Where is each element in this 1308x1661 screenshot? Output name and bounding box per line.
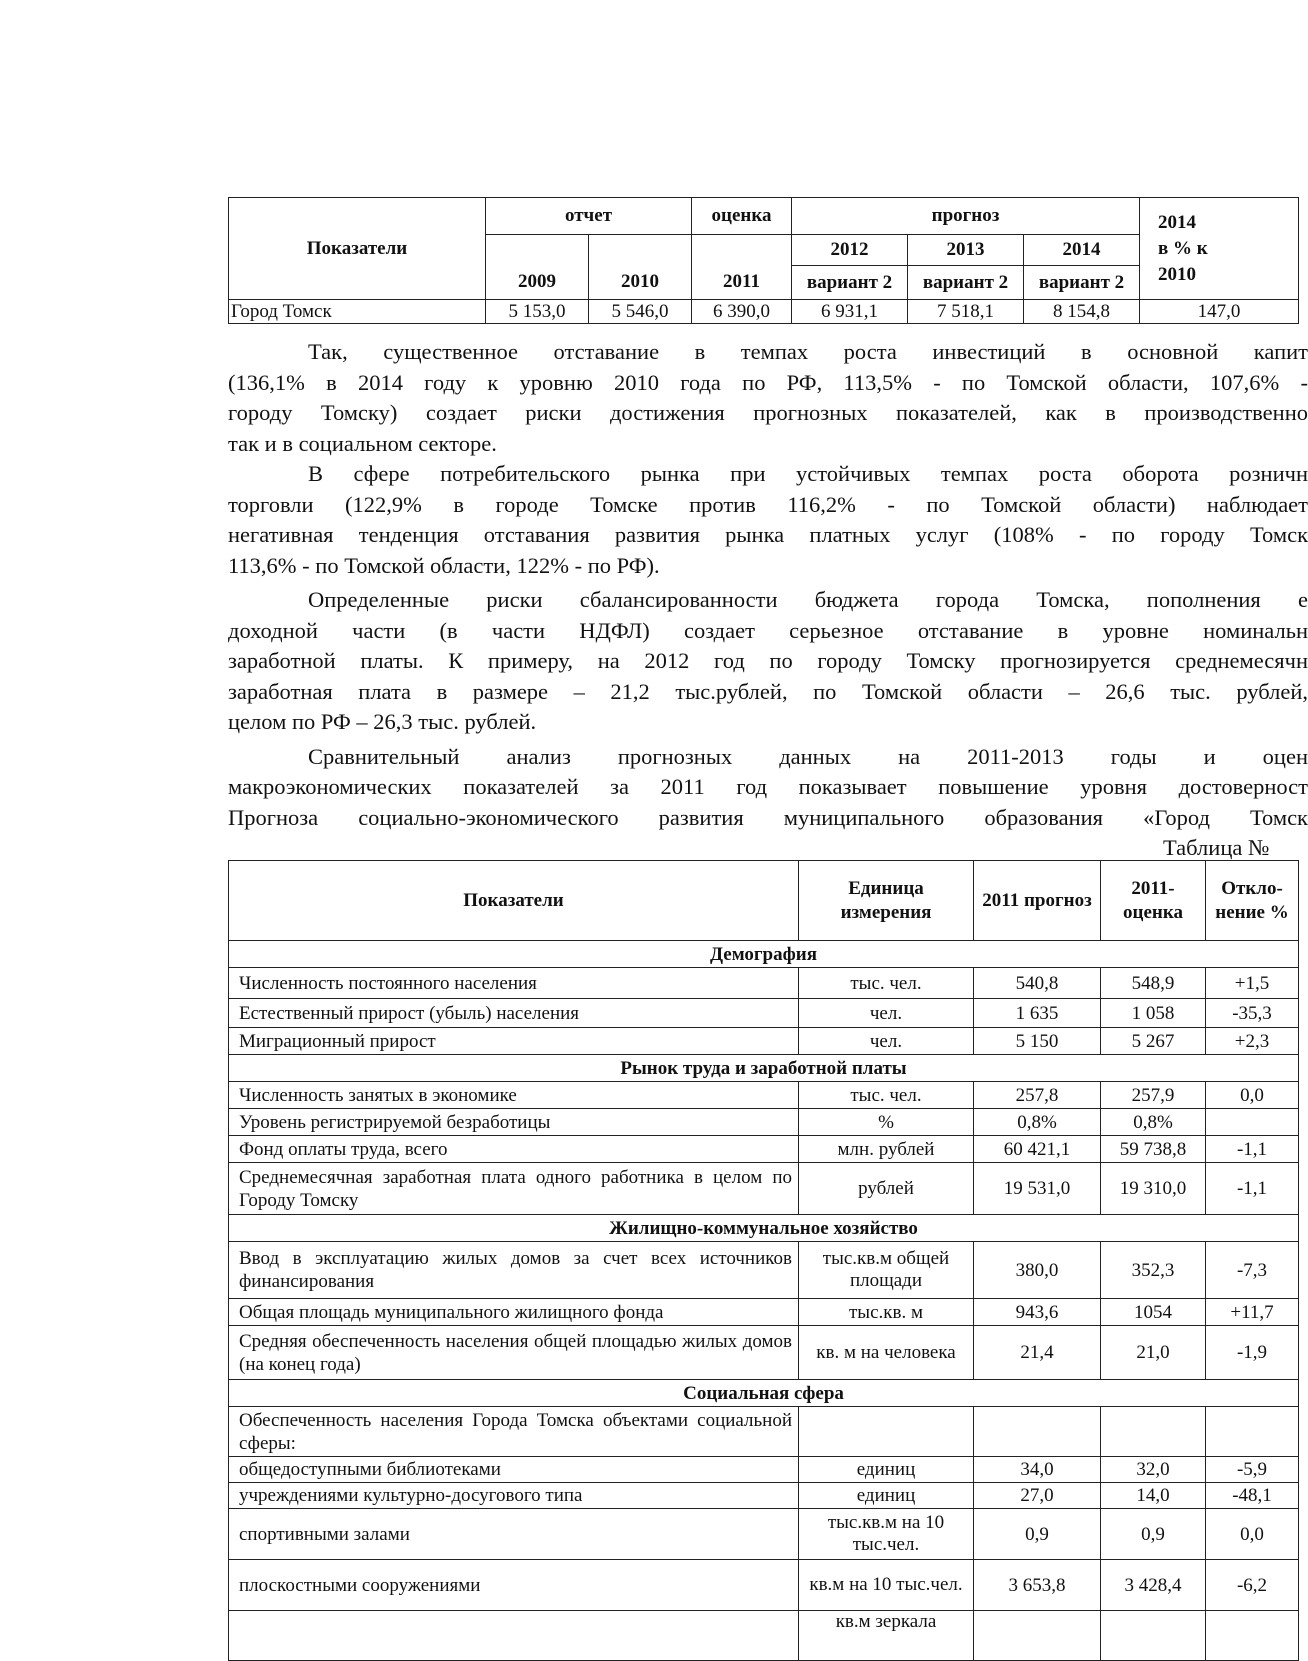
row-name: Город Томск <box>229 300 486 324</box>
row-forecast: 540,8 <box>974 968 1101 999</box>
row-unit: чел. <box>799 1028 974 1055</box>
cell-value: 147,0 <box>1140 300 1299 324</box>
row-forecast: 60 421,1 <box>974 1136 1101 1163</box>
row-deviation <box>1206 1611 1299 1661</box>
row-estimate: 548,9 <box>1101 968 1206 999</box>
row-forecast: 34,0 <box>974 1457 1101 1483</box>
header-year: 2010 <box>589 235 692 300</box>
row-forecast: 380,0 <box>974 1242 1101 1299</box>
ratio-line: 2010 <box>1158 263 1197 285</box>
row-estimate: 0,9 <box>1101 1509 1206 1560</box>
text-line: макроэкономических показателей за 2011 год показывает повышение уровня достоверност <box>228 774 1308 799</box>
row-deviation: 0,0 <box>1206 1509 1299 1560</box>
table-row <box>229 1242 1299 1299</box>
table-caption: Таблица № <box>1163 835 1270 860</box>
section-header: Рынок труда и заработной платы <box>229 1055 1299 1082</box>
header-unit: Единица измерения <box>799 861 974 941</box>
row-name: Уровень регистрируемой безработицы <box>229 1109 799 1136</box>
header-indicator: Показатели <box>229 198 486 300</box>
comparison-table <box>228 860 1299 1661</box>
row-forecast: 21,4 <box>974 1326 1101 1380</box>
text-line: негативная тенденция отставания развития рынка платных услуг (108% - по городу Томск <box>228 522 1308 547</box>
header-variant: вариант 2 <box>1024 266 1140 300</box>
row-estimate: 21,0 <box>1101 1326 1206 1380</box>
row-unit: % <box>799 1109 974 1136</box>
header-estimate: 2011- оценка <box>1101 861 1206 941</box>
row-forecast: 27,0 <box>974 1483 1101 1509</box>
text-line: В сфере потребительского рынка при устойчивых темпах роста оборота розничн <box>308 461 1308 486</box>
table-row <box>229 968 1299 999</box>
cell-value: 5 546,0 <box>589 300 692 324</box>
row-forecast <box>974 1407 1101 1457</box>
row-deviation: -35,3 <box>1206 999 1299 1028</box>
table-row <box>229 1560 1299 1611</box>
row-name: Ввод в эксплуатацию жилых домов за счет всех источников финансирования <box>229 1242 799 1299</box>
row-estimate: 5 267 <box>1101 1028 1206 1055</box>
table-row <box>229 300 1299 324</box>
row-deviation: 0,0 <box>1206 1082 1299 1109</box>
row-forecast: 0,9 <box>974 1509 1101 1560</box>
text-line: доходной части (в части НДФЛ) создает серьезное отставание в уровне номинальн <box>228 617 1308 643</box>
row-name: Общая площадь муниципального жилищного фонда <box>229 1299 799 1326</box>
row-deviation <box>1206 1407 1299 1457</box>
row-name: Численность занятых в экономике <box>229 1082 799 1109</box>
row-estimate: 257,9 <box>1101 1082 1206 1109</box>
row-unit: кв. м на человека <box>799 1326 974 1380</box>
row-deviation: -1,1 <box>1206 1163 1299 1215</box>
row-estimate <box>1101 1611 1206 1661</box>
header-forecast: 2011 прогноз <box>974 861 1101 941</box>
row-forecast: 0,8% <box>974 1109 1101 1136</box>
row-estimate <box>1101 1407 1206 1457</box>
row-estimate: 3 428,4 <box>1101 1560 1206 1611</box>
ratio-line: в % к <box>1158 237 1208 259</box>
row-unit: рублей <box>799 1163 974 1215</box>
row-name: плоскостными сооружениями <box>229 1560 799 1611</box>
table-row <box>229 1457 1299 1483</box>
row-forecast: 19 531,0 <box>974 1163 1101 1215</box>
row-estimate: 1054 <box>1101 1299 1206 1326</box>
row-unit: кв.м зеркала <box>799 1611 974 1661</box>
row-estimate: 59 738,8 <box>1101 1136 1206 1163</box>
header-estimate: оценка <box>692 198 792 235</box>
header-ratio <box>1140 198 1299 300</box>
cell-value: 8 154,8 <box>1024 300 1140 324</box>
row-deviation: -1,1 <box>1206 1136 1299 1163</box>
row-estimate: 32,0 <box>1101 1457 1206 1483</box>
row-name: Фонд оплаты труда, всего <box>229 1136 799 1163</box>
row-unit: кв.м на 10 тыс.чел. <box>799 1560 974 1611</box>
row-deviation <box>1206 1109 1299 1136</box>
header-variant: вариант 2 <box>792 266 908 300</box>
row-forecast: 3 653,8 <box>974 1560 1101 1611</box>
row-unit: тыс.кв.м на 10 тыс.чел. <box>799 1509 974 1560</box>
table-row <box>229 1483 1299 1509</box>
row-name: Среднемесячная заработная плата одного работника в целом по Городу Томску <box>229 1163 799 1215</box>
header-report: отчет <box>486 198 692 235</box>
row-unit: тыс. чел. <box>799 1082 974 1109</box>
row-forecast: 943,6 <box>974 1299 1101 1326</box>
table-row <box>229 1028 1299 1055</box>
row-forecast: 257,8 <box>974 1082 1101 1109</box>
section-header: Социальная сфера <box>229 1380 1299 1407</box>
row-name <box>229 1611 799 1661</box>
row-name: спортивными залами <box>229 1509 799 1560</box>
cell-value: 7 518,1 <box>908 300 1024 324</box>
table-row <box>229 1407 1299 1457</box>
table-row <box>229 1326 1299 1380</box>
cell-value: 6 390,0 <box>692 300 792 324</box>
row-unit: единиц <box>799 1483 974 1509</box>
row-deviation: +2,3 <box>1206 1028 1299 1055</box>
row-unit: тыс.кв.м общей площади <box>799 1242 974 1299</box>
text-line: торговли (122,9% в городе Томске против 116,2% - по Томской области) наблюдает <box>228 491 1308 517</box>
table-row <box>229 1082 1299 1109</box>
row-name: Средняя обеспеченность населения общей площадью жилых домов (на конец года) <box>229 1326 799 1380</box>
row-deviation: -5,9 <box>1206 1457 1299 1483</box>
header-year: 2009 <box>486 235 589 300</box>
row-unit: единиц <box>799 1457 974 1483</box>
text-line: Определенные риски сбалансированности бюджета города Томска, пополнения е <box>308 587 1308 612</box>
row-name: Численность постоянного населения <box>229 968 799 999</box>
table-row <box>229 1611 1299 1661</box>
row-deviation: -1,9 <box>1206 1326 1299 1380</box>
text-line: заработной платы. К примеру, на 2012 год по городу Томску прогнозируется среднемесячн <box>228 648 1308 673</box>
table-row <box>229 1163 1299 1215</box>
row-name: Миграционный прирост <box>229 1028 799 1055</box>
table-row <box>229 1109 1299 1136</box>
row-estimate: 1 058 <box>1101 999 1206 1028</box>
row-forecast <box>974 1611 1101 1661</box>
row-forecast: 1 635 <box>974 999 1101 1028</box>
ratio-line: 2014 <box>1158 211 1197 233</box>
table-row <box>229 1299 1299 1326</box>
row-forecast: 5 150 <box>974 1028 1101 1055</box>
row-unit: млн. рублей <box>799 1136 974 1163</box>
forecast-table <box>228 197 1299 324</box>
row-deviation: -48,1 <box>1206 1483 1299 1509</box>
header-year: 2012 <box>792 235 908 266</box>
section-header: Демография <box>229 941 1299 968</box>
section-header: Жилищно-коммунальное хозяйство <box>229 1215 1299 1242</box>
row-name: общедоступными библиотеками <box>229 1457 799 1483</box>
text-line: (136,1% в 2014 году к уровню 2010 года по РФ, 113,5% - по Томской области, 107,6% - <box>228 369 1308 395</box>
text-line: городу Томску) создает риски достижения прогнозных показателей, как в производственно <box>228 400 1308 425</box>
text-line: целом по РФ – 26,3 тыс. рублей. <box>228 709 537 734</box>
row-unit: тыс. чел. <box>799 968 974 999</box>
row-estimate: 352,3 <box>1101 1242 1206 1299</box>
text-line: так и в социальном секторе. <box>228 430 497 456</box>
cell-value: 5 153,0 <box>486 300 589 324</box>
row-estimate: 0,8% <box>1101 1109 1206 1136</box>
row-estimate: 19 310,0 <box>1101 1163 1206 1215</box>
table-row <box>229 1136 1299 1163</box>
row-name: Естественный прирост (убыль) населения <box>229 999 799 1028</box>
text-line: заработная плата в размере – 21,2 тыс.рублей, по Томской области – 26,6 тыс. рублей, <box>228 678 1308 704</box>
row-estimate: 14,0 <box>1101 1483 1206 1509</box>
cell-value: 6 931,1 <box>792 300 908 324</box>
row-deviation: -7,3 <box>1206 1242 1299 1299</box>
header-year: 2014 <box>1024 235 1140 266</box>
row-deviation: -6,2 <box>1206 1560 1299 1611</box>
row-unit: чел. <box>799 999 974 1028</box>
row-deviation: +11,7 <box>1206 1299 1299 1326</box>
header-indicator: Показатели <box>229 861 799 941</box>
row-name: Обеспеченность населения Города Томска объектами социальной сферы: <box>229 1407 799 1457</box>
header-forecast: прогноз <box>792 198 1140 235</box>
header-year: 2013 <box>908 235 1024 266</box>
row-unit: тыс.кв. м <box>799 1299 974 1326</box>
body-text <box>228 337 1308 833</box>
header-deviation: Откло- нение % <box>1206 861 1299 941</box>
text-line: Сравнительный анализ прогнозных данных на 2011-2013 годы и оцен <box>308 743 1308 769</box>
row-deviation: +1,5 <box>1206 968 1299 999</box>
text-line: Прогноза социально-экономического развития муниципального образования «Город Томск <box>228 804 1308 830</box>
row-name: учреждениями культурно-досугового типа <box>229 1483 799 1509</box>
text-line: 113,6% - по Томской области, 122% - по РФ). <box>228 552 660 578</box>
row-unit <box>799 1407 974 1457</box>
header-year: 2011 <box>692 235 792 300</box>
table-row <box>229 1509 1299 1560</box>
header-variant: вариант 2 <box>908 266 1024 300</box>
text-line: Так, существенное отставание в темпах роста инвестиций в основной капит <box>308 339 1308 364</box>
table-row <box>229 999 1299 1028</box>
